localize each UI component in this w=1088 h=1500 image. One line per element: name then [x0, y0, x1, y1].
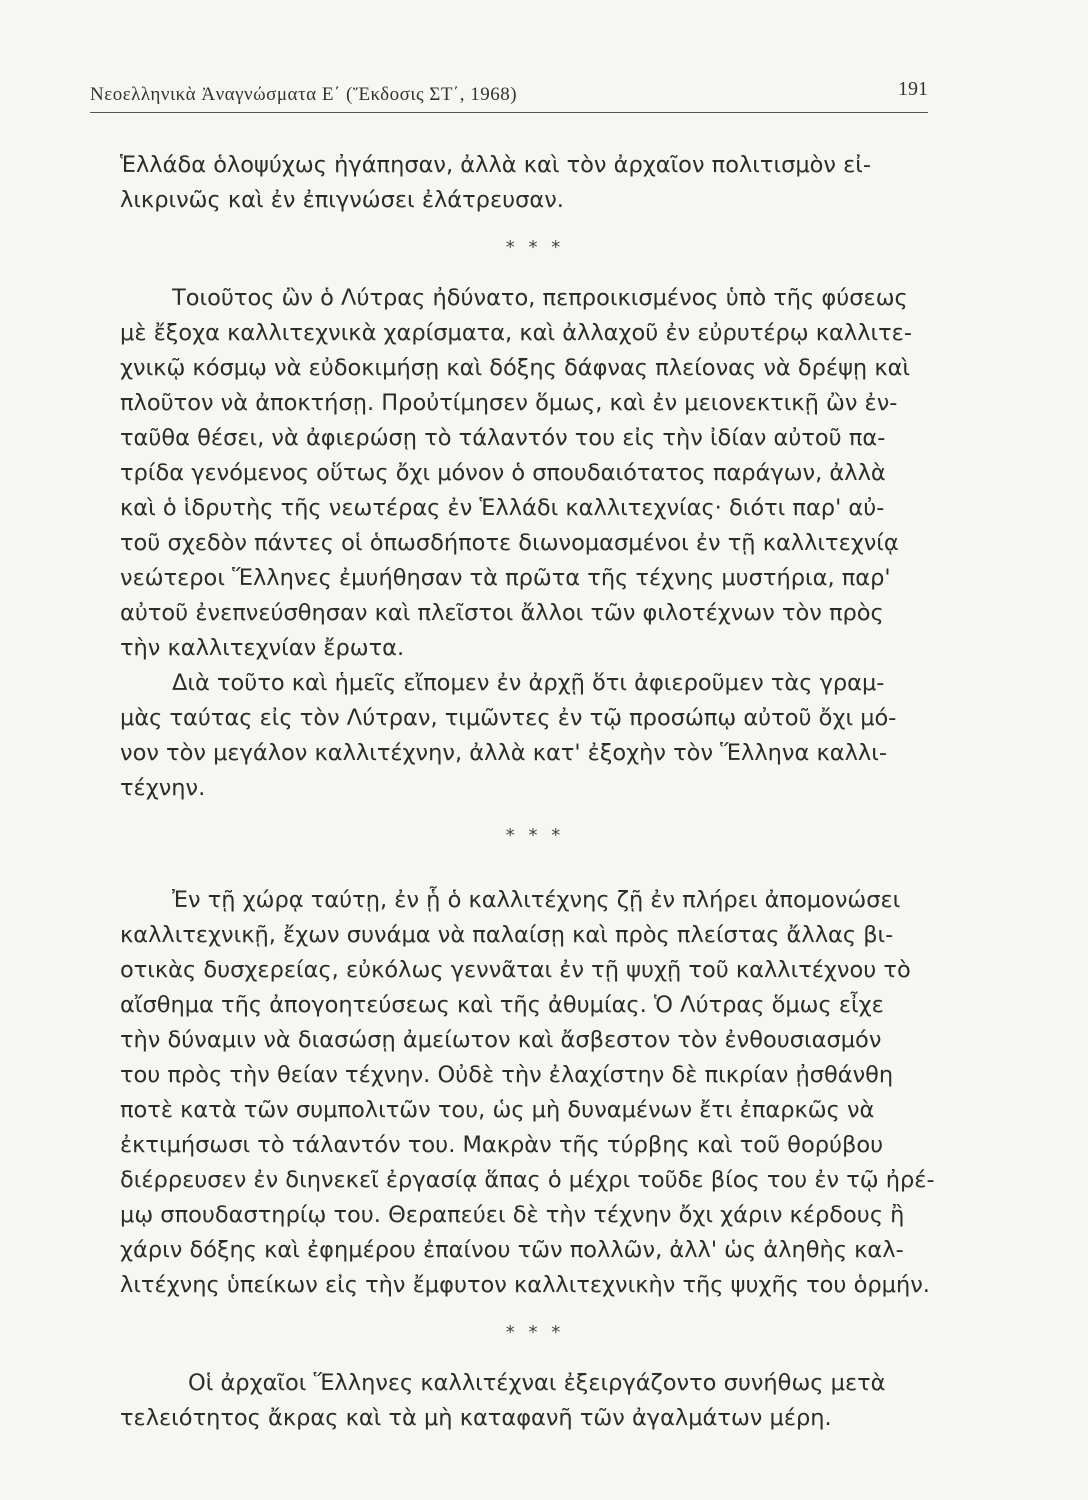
- paragraph-2: [120, 281, 950, 666]
- text-line: τελειότητος ἄκρας καὶ τὰ μὴ καταφανῆ τῶν ἀγαλμάτων μέρη.: [120, 1405, 832, 1431]
- paragraph-5: [120, 1366, 950, 1436]
- text-line: μὲ ἔξοχα καλλιτεχνικὰ χαρίσματα, καὶ ἀλλαχοῦ ἐν εὐρυτέρῳ καλλιτε-: [120, 320, 912, 346]
- text-line: χνικῷ κόσμῳ νὰ εὐδοκιμήσῃ καὶ δόξης δάφνας πλείονας νὰ δρέψῃ καὶ: [120, 355, 911, 381]
- text-line: ταῦθα θέσει, νὰ ἀφιερώσῃ τὸ τάλαντόν του εἰς τὴν ἰδίαν αὐτοῦ πα-: [120, 425, 886, 451]
- text-line: Οἱ ἀρχαῖοι Ἕλληνες καλλιτέχναι ἐξειργάζοντο συνήθως μετὰ: [188, 1370, 886, 1396]
- text-line: ποτὲ κατὰ τῶν συμπολιτῶν του, ὡς μὴ δυναμένων ἔτι ἐπαρκῶς νὰ: [120, 1097, 875, 1123]
- text-line: αἴσθημα τῆς ἀπογοητεύσεως καὶ τῆς ἀθυμίας. Ὁ Λύτρας ὅμως εἶχε: [120, 992, 884, 1018]
- text-line: Ἑλλάδα ὁλοψύχως ἠγάπησαν, ἀλλὰ καὶ τὸν ἀρχαῖον πολιτισμὸν εἰ-: [120, 152, 872, 178]
- text-line: χάριν δόξης καὶ ἐφημέρου ἐπαίνου τῶν πολλῶν, ἀλλ' ὡς ἀληθὴς καλ-: [120, 1237, 904, 1263]
- text-line: καλλιτεχνικῇ, ἔχων συνάμα νὰ παλαίσῃ καὶ πρὸς πλείστας ἄλλας βι-: [120, 922, 894, 948]
- text-line: καὶ ὁ ἱδρυτὴς τῆς νεωτέρας ἐν Ἑλλάδι καλλιτεχνίας· διότι παρ' αὐ-: [120, 495, 885, 521]
- text-line: τέχνην.: [120, 775, 206, 801]
- text-line: μὰς ταύτας εἰς τὸν Λύτραν, τιμῶντες ἐν τῷ προσώπῳ αὐτοῦ ὄχι μό-: [120, 705, 897, 731]
- paragraph-3: [120, 666, 950, 806]
- section-separator: * * *: [505, 237, 565, 258]
- paragraph-1: [120, 148, 950, 218]
- running-head: [90, 78, 928, 113]
- text-line: τὴν δύναμιν νὰ διασώσῃ ἀμείωτον καὶ ἄσβεστον τὸν ἐνθουσιασμόν: [120, 1027, 882, 1053]
- section-separator: * * *: [505, 1322, 565, 1343]
- text-line: πλοῦτον νὰ ἀποκτήσῃ. Προὐτίμησεν ὅμως, καὶ ἐν μειονεκτικῇ ὢν ἐν-: [120, 390, 898, 416]
- text-line: τοῦ σχεδὸν πάντες οἱ ὁπωσδήποτε διωνομασμένοι ἐν τῇ καλλιτεχνίᾳ: [120, 530, 899, 556]
- section-separator: * * *: [505, 825, 565, 846]
- text-line: νον τὸν μεγάλον καλλιτέχνην, ἀλλὰ κατ' ἐξοχὴν τὸν Ἕλληνα καλλι-: [120, 740, 887, 766]
- spacer: [120, 869, 950, 883]
- text-line: τὴν καλλιτεχνίαν ἔρωτα.: [120, 635, 405, 661]
- running-title: Νεοελληνικὰ Ἀναγνώσματα Ε΄ (Ἔκδοσις ΣΤ΄, 1968): [90, 84, 518, 105]
- page-number: 191: [898, 78, 928, 100]
- paragraph-4: [120, 883, 950, 1303]
- text-line: οτικὰς δυσχερείας, εὐκόλως γεννᾶται ἐν τῇ ψυχῇ τοῦ καλλιτέχνου τὸ: [120, 957, 911, 983]
- text-line: αὐτοῦ ἐνεπνεύσθησαν καὶ πλεῖστοι ἄλλοι τῶν φιλοτέχνων τὸν πρὸς: [120, 600, 884, 626]
- text-line: διέρρευσεν ἐν διηνεκεῖ ἐργασίᾳ ἅπας ὁ μέχρι τοῦδε βίος του ἐν τῷ ἠρέ-: [120, 1167, 935, 1193]
- text-line: λιτέχνης ὑπείκων εἰς τὴν ἔμφυτον καλλιτεχνικὴν τῆς ψυχῆς του ὁρμήν.: [120, 1272, 930, 1298]
- text-line: Διὰ τοῦτο καὶ ἡμεῖς εἴπομεν ἐν ἀρχῇ ὅτι ἀφιεροῦμεν τὰς γραμ-: [172, 670, 885, 696]
- text-line: τρίδα γενόμενος οὕτως ὄχι μόνον ὁ σπουδαιότατος παράγων, ἀλλὰ: [120, 460, 886, 486]
- text-line: μῳ σπουδαστηρίῳ του. Θεραπεύει δὲ τὴν τέχνην ὄχι χάριν κέρδους ἢ: [120, 1202, 905, 1228]
- text-line: ἐκτιμήσωσι τὸ τάλαντόν του. Μακρὰν τῆς τύρβης καὶ τοῦ θορύβου: [120, 1132, 884, 1158]
- text-line: νεώτεροι Ἕλληνες ἐμυήθησαν τὰ πρῶτα τῆς τέχνης μυστήρια, παρ': [120, 565, 891, 591]
- text-line: λικρινῶς καὶ ἐν ἐπιγνώσει ἐλάτρευσαν.: [120, 187, 564, 213]
- text-body: [120, 148, 950, 1436]
- text-line: Ἐν τῇ χώρᾳ ταύτῃ, ἐν ᾗ ὁ καλλιτέχνης ζῇ ἐν πλήρει ἀπομονώσει: [172, 887, 901, 913]
- text-line: Τοιοῦτος ὢν ὁ Λύτρας ἠδύνατο, πεπροικισμένος ὑπὸ τῆς φύσεως: [172, 285, 908, 311]
- text-line: του πρὸς τὴν θείαν τέχνην. Οὐδὲ τὴν ἐλαχίστην δὲ πικρίαν ᾐσθάνθη: [120, 1062, 894, 1088]
